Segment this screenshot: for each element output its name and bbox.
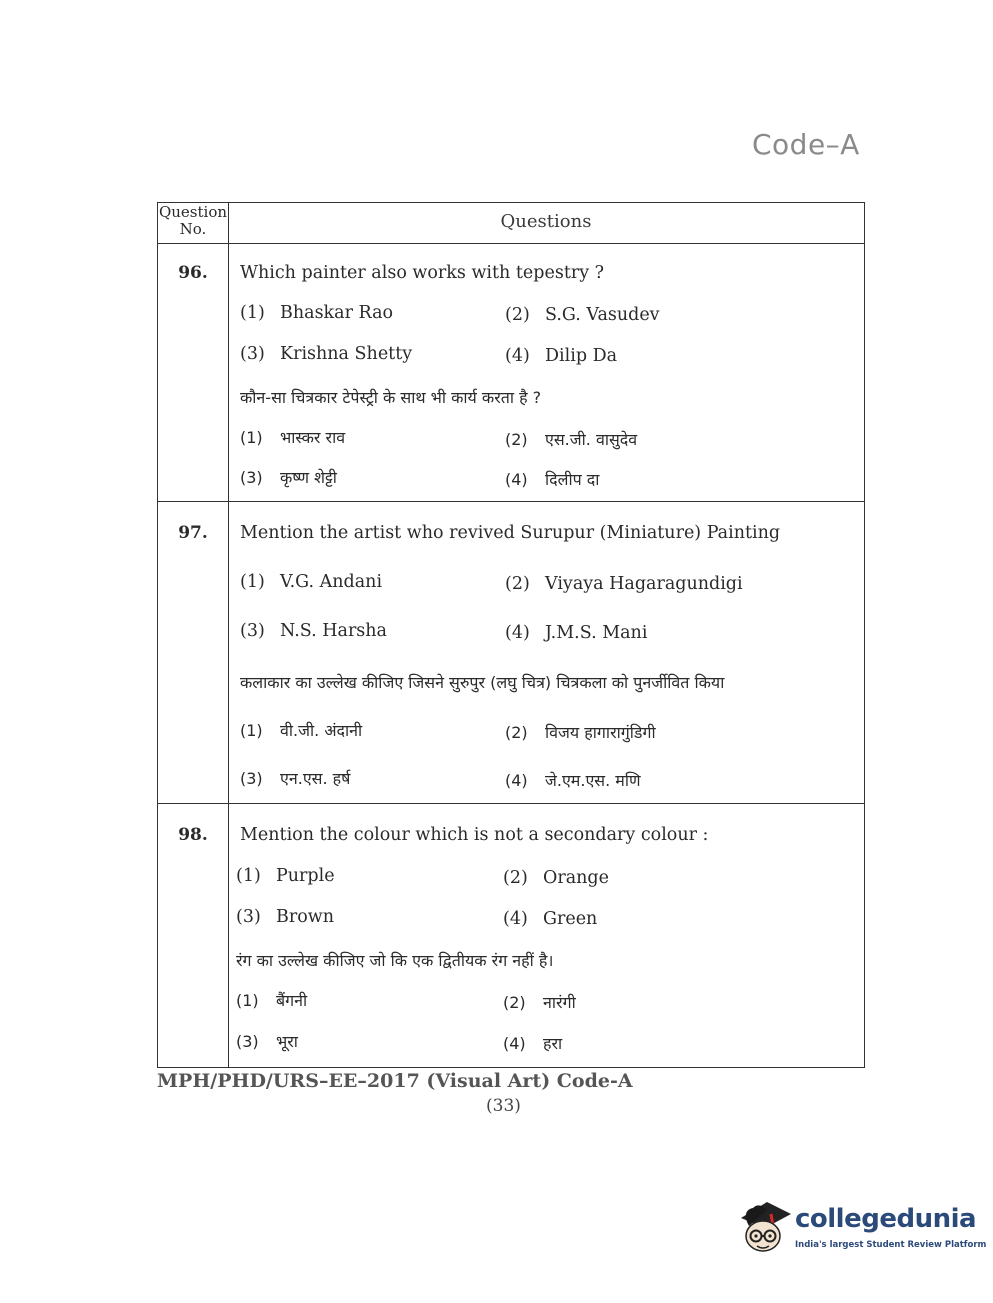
option-hi-4: (4) जे.एम.एस. मणि: [505, 771, 641, 790]
page-number: (33): [486, 1096, 521, 1116]
option-en-2: (2) Viyaya Hagaragundigi: [505, 574, 743, 594]
option-hi-2: (2) विजय हागारागुंडिगी: [505, 723, 656, 742]
option-en-2: (2) Orange: [503, 868, 609, 888]
question-text-hi: कलाकार का उल्लेख कीजिए जिसने सुरुपुर (लघु चित्र) चित्रकला को पुनर्जीवित किया: [240, 673, 725, 692]
header-questions: Questions: [500, 211, 592, 232]
option-hi-1: (1) बैंगनी: [236, 991, 308, 1010]
question-text-en: Which painter also works with tepestry ?: [240, 263, 605, 283]
mascot-icon: [737, 1196, 793, 1256]
option-en-3: (3) Krishna Shetty: [240, 344, 413, 364]
collegedunia-logo: [737, 1196, 987, 1258]
option-en-4: (4) J.M.S. Mani: [505, 623, 648, 643]
option-hi-1: (1) भास्कर राव: [240, 428, 346, 447]
header-question-no: Question No.: [158, 203, 228, 238]
option-hi-2: (2) नारंगी: [503, 993, 576, 1012]
logo-wordmark: collegedunia: [795, 1204, 977, 1234]
option-en-4: (4) Green: [503, 909, 598, 929]
question-text-hi: कौन-सा चित्रकार टेपेस्ट्री के साथ भी कार्य करता है ?: [240, 388, 542, 407]
option-hi-3: (3) कृष्ण शेट्टी: [240, 468, 337, 487]
option-hi-3: (3) एन.एस. हर्ष: [240, 769, 351, 788]
question-number: 98.: [178, 825, 208, 845]
option-en-2: (2) S.G. Vasudev: [505, 305, 660, 325]
option-en-4: (4) Dilip Da: [505, 346, 618, 366]
question-number: 96.: [178, 263, 208, 283]
question-text-hi: रंग का उल्लेख कीजिए जो कि एक द्वितीयक रंग नहीं है।: [236, 951, 554, 970]
question-table: [157, 202, 865, 1068]
option-en-3: (3) N.S. Harsha: [240, 621, 387, 641]
question-text-en: Mention the colour which is not a secondary colour :: [240, 825, 709, 845]
exam-footer: MPH/PHD/URS–EE–2017 (Visual Art) Code-A: [157, 1070, 633, 1092]
paper-code: Code–A: [752, 128, 860, 161]
question-number: 97.: [178, 523, 208, 543]
option-hi-1: (1) वी.जी. अंदानी: [240, 721, 363, 740]
row-separator: [158, 501, 864, 502]
option-en-1: (1) Bhaskar Rao: [240, 303, 394, 323]
option-hi-4: (4) दिलीप दा: [505, 470, 600, 489]
row-separator: [158, 803, 864, 804]
option-en-3: (3) Brown: [236, 907, 335, 927]
option-en-1: (1) V.G. Andani: [240, 572, 383, 592]
table-header: [158, 203, 864, 244]
logo-tagline: India's largest Student Review Platform: [795, 1240, 987, 1250]
option-hi-2: (2) एस.जी. वासुदेव: [505, 430, 638, 449]
option-hi-3: (3) भूरा: [236, 1032, 298, 1051]
column-divider: [228, 203, 229, 1067]
option-en-1: (1) Purple: [236, 866, 335, 886]
option-hi-4: (4) हरा: [503, 1034, 563, 1053]
question-text-en: Mention the artist who revived Surupur (Miniature) Painting: [240, 523, 781, 543]
